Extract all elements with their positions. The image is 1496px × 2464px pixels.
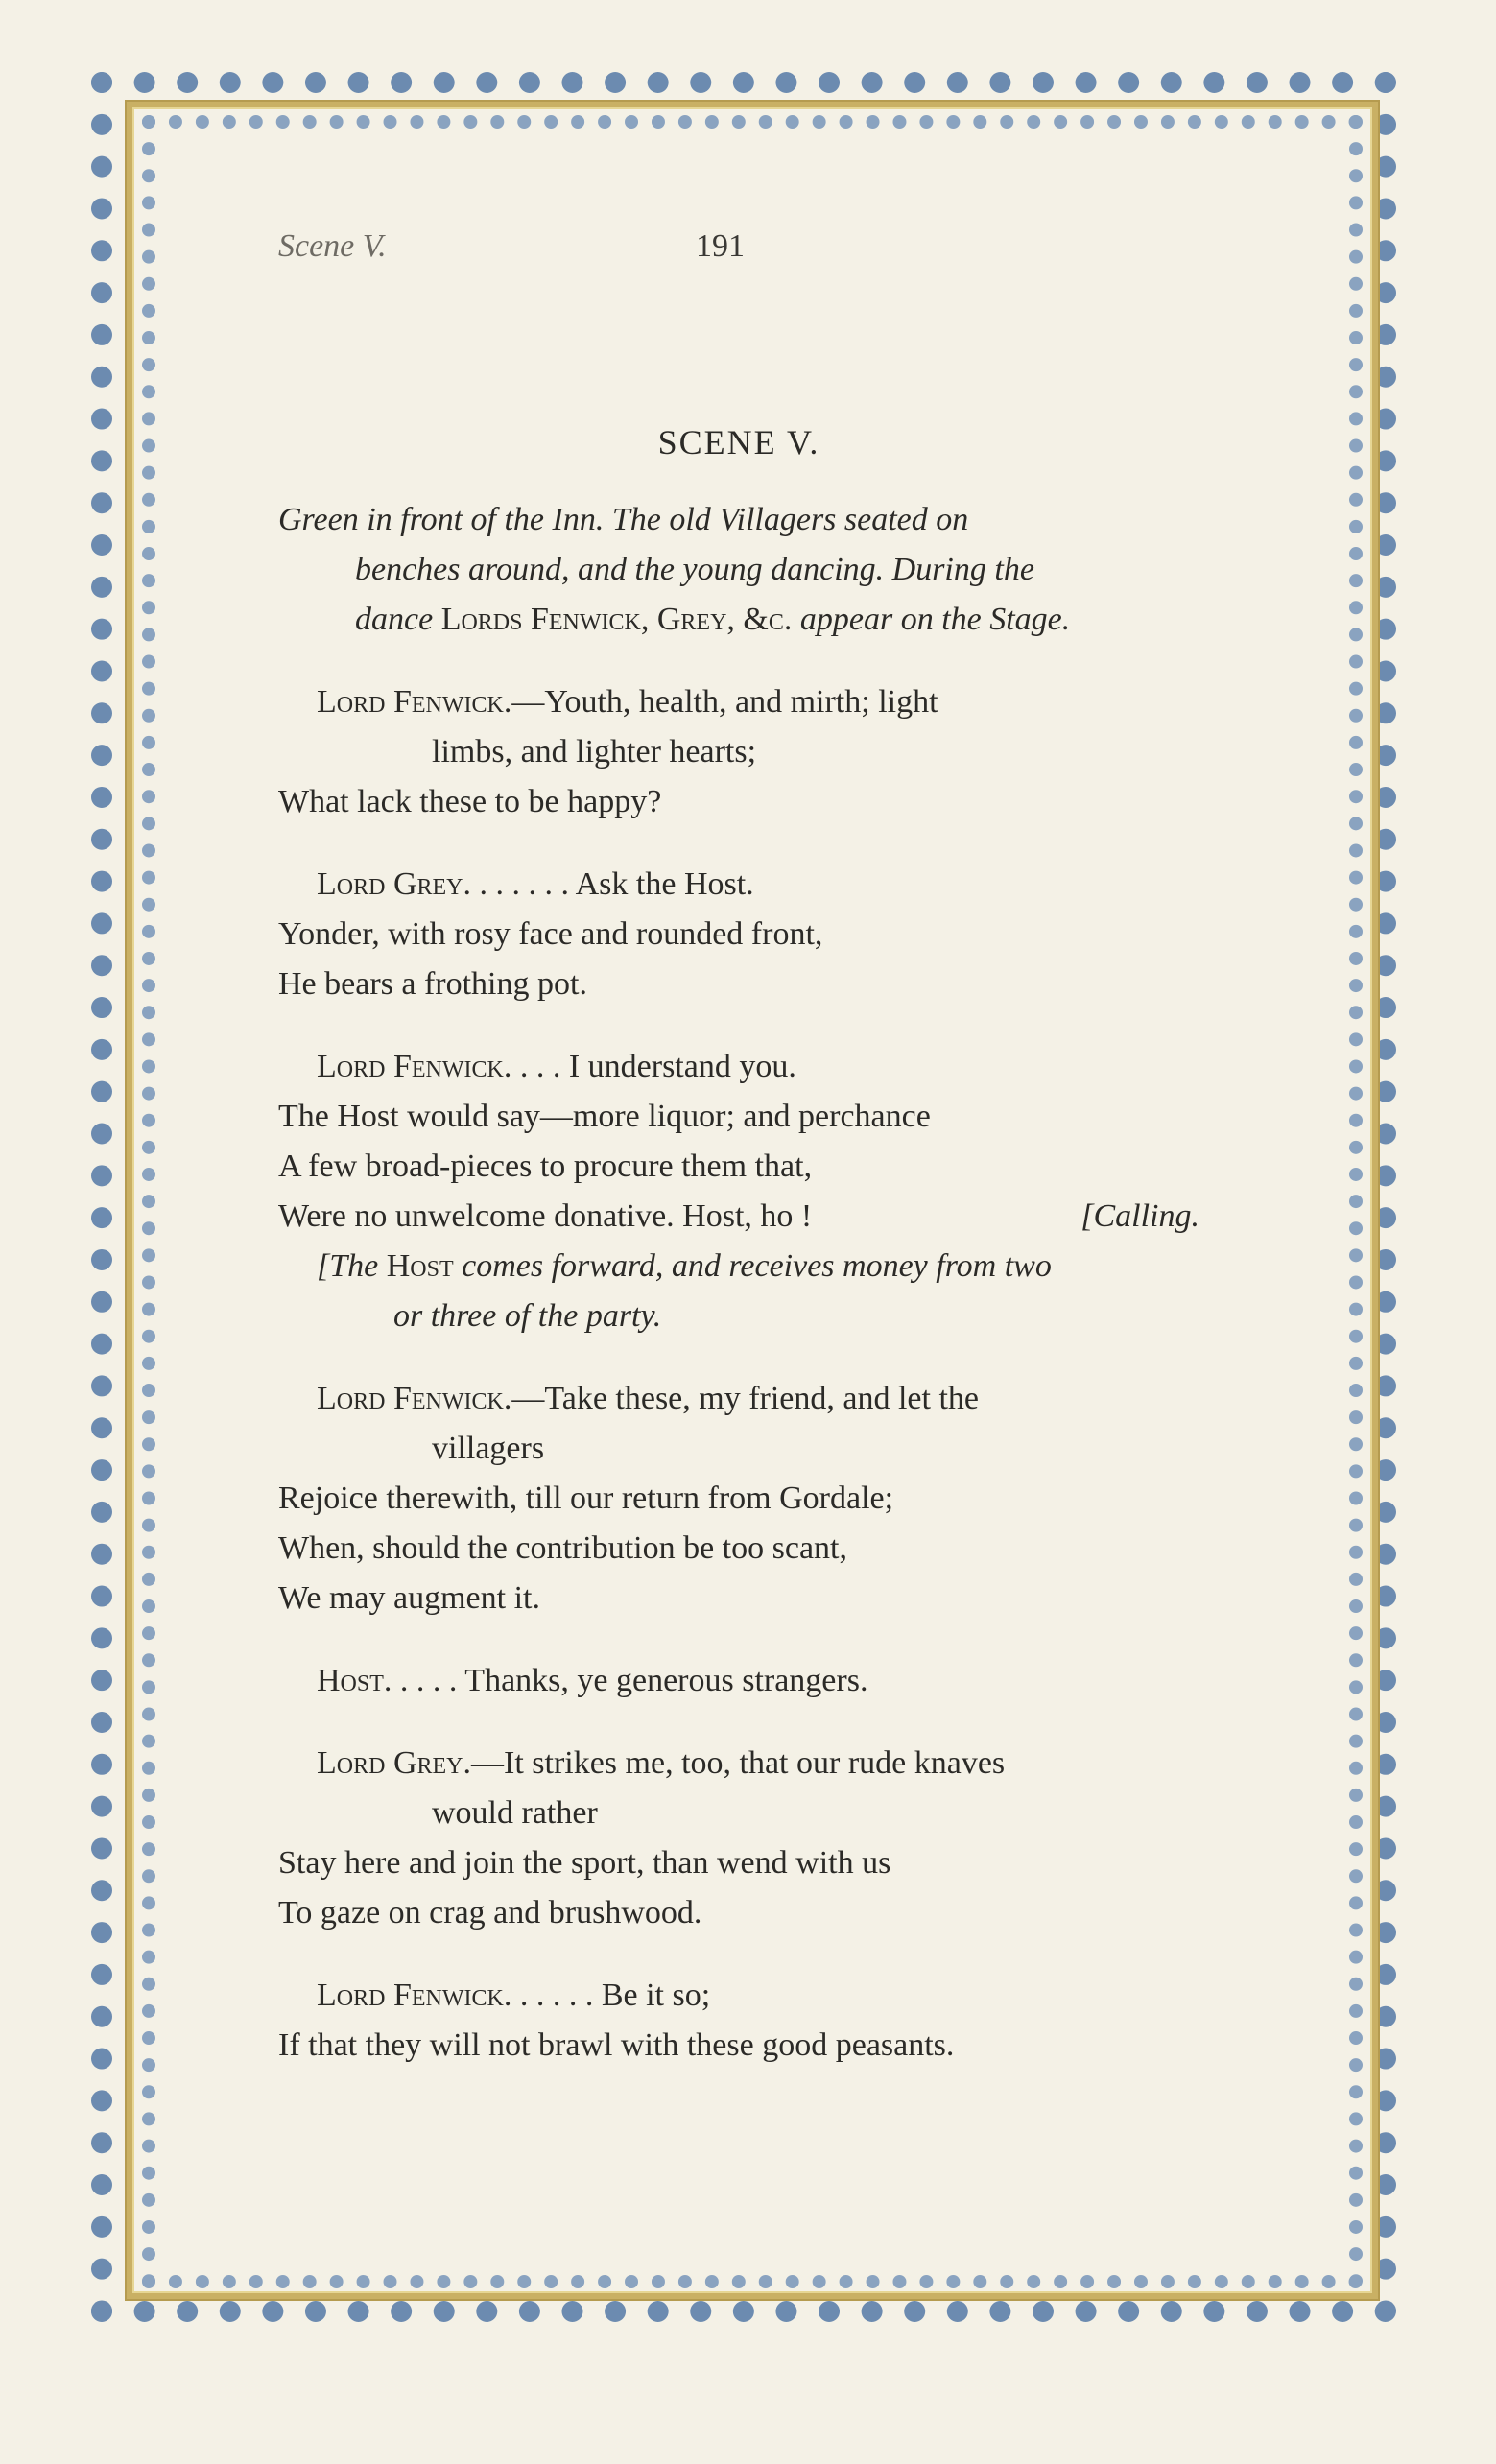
stage-direction-opening — [278, 495, 1199, 645]
speech-text: —Youth, health, and mirth; light — [511, 684, 938, 720]
stage-direction-names: Host — [386, 1248, 454, 1284]
speech-fenwick-3 — [278, 1374, 1199, 1623]
speech-text: —It strikes me, too, that our rude knaves — [471, 1745, 1006, 1781]
speech-fenwick-1 — [278, 677, 1199, 827]
speech-grey-2 — [278, 1739, 1199, 1938]
speaker-name: Lord Fenwick. — [317, 1049, 512, 1084]
speaker-name: Lord Grey. — [317, 1745, 471, 1781]
stage-direction-line: Green in front of the Inn. The old Villagers seated on — [278, 502, 969, 537]
speech-line: Yonder, with rosy face and rounded front, — [278, 916, 823, 952]
stage-direction-line — [317, 1242, 1199, 1291]
speaker-name: Lord Grey. — [317, 866, 471, 902]
stage-direction-text: appear on the Stage. — [799, 602, 1071, 637]
speaker-name: Lord Fenwick. — [317, 684, 512, 720]
stage-cue-calling: [Calling. — [1080, 1198, 1199, 1234]
speaker-name: Host. — [317, 1663, 392, 1698]
speaker-name: Lord Fenwick. — [317, 1381, 512, 1416]
speech-line — [278, 1374, 1199, 1424]
speech-line: Rejoice therewith, till our return from Gordale; — [278, 1481, 894, 1516]
stage-direction-text: comes forward, and receives money from two — [462, 1248, 1052, 1284]
stage-direction-line: benches around, and the young dancing. During the — [355, 552, 1034, 587]
speech-line: The Host would say—more liquor; and perchance — [278, 1099, 931, 1134]
speech-line: He bears a frothing pot. — [278, 966, 587, 1002]
leader-dots: . . . . . . — [479, 866, 569, 902]
speech-text: Ask the Host. — [575, 866, 754, 902]
stage-direction-line: or three of the party. — [393, 1298, 662, 1334]
speaker-name: Lord Fenwick. — [317, 1978, 512, 2013]
speech-fenwick-2 — [278, 1042, 1199, 1341]
stage-direction-line — [278, 595, 1199, 645]
speech-text: Were no unwelcome donative. Host, ho ! — [278, 1198, 813, 1234]
speech-line: would rather — [432, 1795, 598, 1831]
speech-line — [278, 1971, 1199, 2021]
stage-direction-text: [The — [317, 1248, 379, 1284]
speech-line: What lack these to be happy? — [278, 784, 662, 819]
speech-line: A few broad-pieces to procure them that, — [278, 1149, 813, 1184]
speech-line: If that they will not brawl with these good peasants. — [278, 2027, 955, 2063]
speech-text: Thanks, ye generous strangers. — [464, 1663, 868, 1698]
leader-dots: . . . . . — [519, 1978, 594, 2013]
speech-line: We may augment it. — [278, 1580, 540, 1616]
speech-text: —Take these, my friend, and let the — [511, 1381, 980, 1416]
stage-direction-text: dance — [355, 602, 434, 637]
page-text-block — [278, 211, 1199, 2071]
speech-grey-1 — [278, 860, 1199, 1009]
speech-line — [278, 860, 1199, 910]
speech-host-1 — [278, 1656, 1199, 1706]
scene-title: SCENE V. — [657, 423, 820, 462]
running-head-scene: Scene V. — [278, 228, 387, 264]
speech-line: limbs, and lighter hearts; — [432, 734, 757, 770]
speech-line — [278, 1656, 1199, 1706]
stage-direction-names: Lords Fenwick, Grey, &c. — [440, 602, 793, 637]
speech-line — [278, 677, 1199, 727]
speech-line: When, should the contribution be too scant, — [278, 1530, 847, 1566]
leader-dots: . . . . — [399, 1663, 458, 1698]
speech-text: Be it so; — [601, 1978, 711, 2013]
speech-text: I understand you. — [568, 1049, 796, 1084]
speech-line: Stay here and join the sport, than wend with us — [278, 1845, 891, 1881]
page-number: 191 — [696, 228, 745, 264]
speech-fenwick-4 — [278, 1971, 1199, 2071]
leader-dots: . . . — [519, 1049, 561, 1084]
running-head — [278, 211, 1199, 269]
speech-line: To gaze on crag and brushwood. — [278, 1895, 702, 1931]
speech-line — [278, 1739, 1199, 1789]
speech-line — [278, 1042, 1199, 1092]
speech-line: villagers — [432, 1431, 545, 1466]
stage-direction-host — [278, 1242, 1199, 1341]
speech-line — [278, 1192, 1199, 1242]
